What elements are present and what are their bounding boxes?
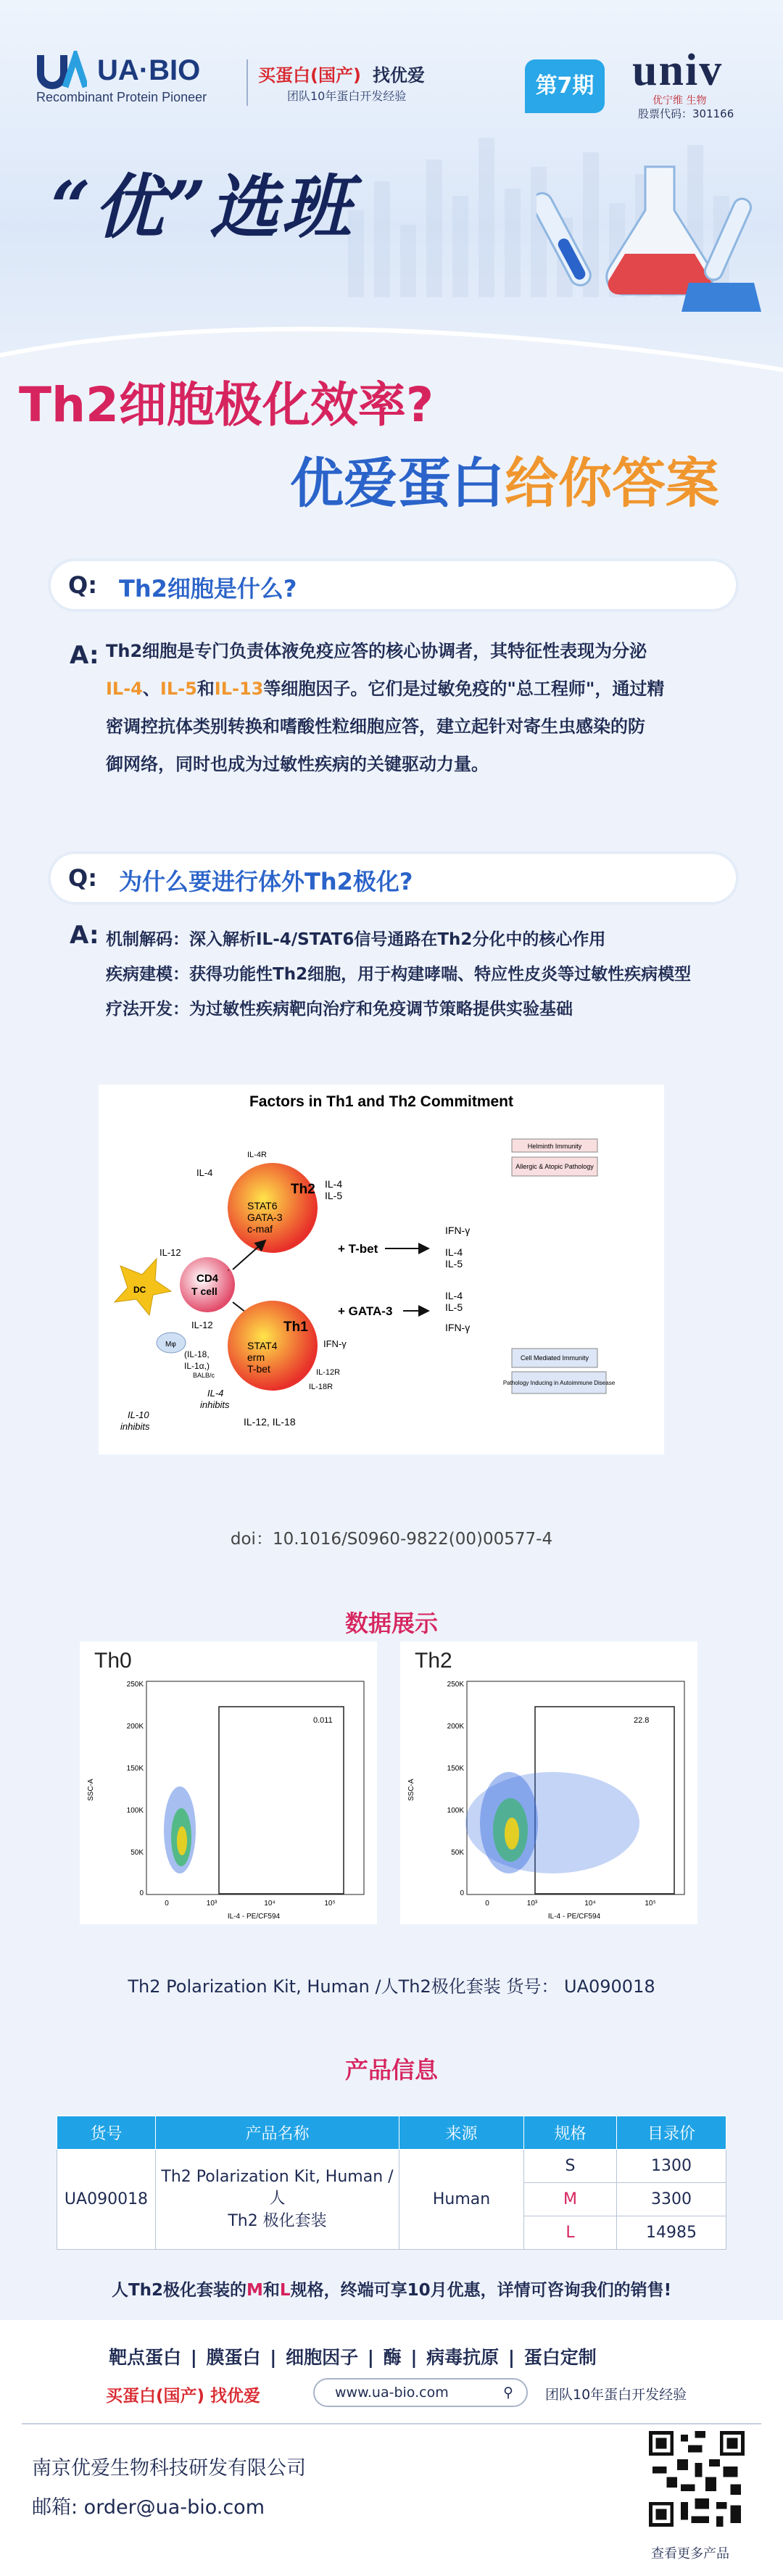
col-name: 产品名称 xyxy=(156,2116,399,2150)
brand-name: UA·BIO xyxy=(97,54,201,86)
promo-note xyxy=(0,2277,783,2300)
question-bar-2 xyxy=(51,854,736,902)
partner-logo: univ xyxy=(632,46,724,95)
plot-label: Th2 xyxy=(415,1649,452,1673)
erm-label: erm xyxy=(247,1351,265,1363)
y-axis-label: SSC-A xyxy=(87,1778,95,1801)
website-link[interactable] xyxy=(313,2378,528,2407)
il5-label: IL-5 xyxy=(445,1258,463,1270)
gate-value: 22.8 xyxy=(634,1716,650,1725)
x-axis-label: IL-4 - PE/CF594 xyxy=(227,1913,281,1921)
il4-label: IL-4 xyxy=(325,1178,343,1190)
question-text: 为什么要进行体外Th2极化? xyxy=(119,868,413,895)
tcell-label: T cell xyxy=(191,1285,218,1297)
brand-tagline: Recombinant Protein Pioneer xyxy=(36,90,207,104)
il10-label: IL-10 xyxy=(128,1409,149,1420)
cell-price: 1300 xyxy=(617,2150,726,2183)
il12-il18-label: IL-12, IL-18 xyxy=(244,1416,296,1428)
ifng-label: IFN-γ xyxy=(445,1322,471,1333)
website-url[interactable]: www.ua-bio.com xyxy=(335,2385,449,2401)
table-row xyxy=(57,2150,726,2183)
answer-line: 密调控抗体类别转换和嗜酸性粒细胞应答，建立起针对寄生虫感染的防 xyxy=(106,716,645,737)
y-tick: 100K xyxy=(126,1807,144,1815)
stat4-label: STAT4 xyxy=(247,1340,278,1351)
ifng-label: IFN-γ xyxy=(323,1338,347,1349)
gate-box xyxy=(219,1707,344,1894)
il12-label: IL-12 xyxy=(160,1247,181,1258)
tbet-label: + T-bet xyxy=(338,1242,378,1256)
header-subslogan: 团队10年蛋白开发经验 xyxy=(287,89,407,103)
balb-label: BALB/c xyxy=(193,1372,215,1379)
flow-plot-th2 xyxy=(400,1641,697,1924)
note-spec-l: L xyxy=(279,2281,291,2300)
col-source: 来源 xyxy=(399,2116,524,2150)
product-section-title: 产品信息 xyxy=(344,2056,438,2084)
answer-text: 等细胞因子。它们是过敏免疫的"总工程师"，通过精 xyxy=(263,679,665,699)
cell-spec: M xyxy=(524,2183,617,2216)
il4-label: IL-4 xyxy=(445,1246,463,1258)
allergic-box: Allergic & Atopic Pathology xyxy=(515,1163,594,1170)
slogan-black: 找优爱 xyxy=(372,65,425,86)
column-title: “优”选班 xyxy=(51,166,355,248)
answer-line: 御网络，同时也成为过敏性疾病的关键驱动力量。 xyxy=(106,754,489,774)
col-sku: 货号 xyxy=(57,2116,156,2150)
il4-label: IL-4 xyxy=(196,1167,213,1178)
main-title-line1: Th2细胞极化效率? xyxy=(19,377,434,433)
x-tick: 10³ xyxy=(526,1900,538,1908)
il5-label: IL-5 xyxy=(325,1190,343,1201)
y-tick: 200K xyxy=(126,1723,144,1731)
list-item: 疗法开发：为过敏性疾病靶向治疗和免疫调节策略提供实验基础 xyxy=(106,1000,573,1019)
col-spec: 规格 xyxy=(524,2116,617,2150)
separator: 、 xyxy=(142,679,160,699)
company-name: 南京优爱生物科技研发有限公司 xyxy=(32,2457,306,2480)
cell-price: 3300 xyxy=(617,2183,726,2216)
plot-svg xyxy=(80,1641,377,1924)
name-line: Th2 Polarization Kit, Human /人 xyxy=(161,2168,394,2208)
footer-team: 团队10年蛋白开发经验 xyxy=(545,2387,687,2403)
y-axis-label: SSC-A xyxy=(407,1778,415,1801)
y-tick: 250K xyxy=(126,1681,144,1689)
il5-label: IL-5 xyxy=(445,1301,463,1313)
il1a-label: IL-1α,) xyxy=(184,1361,210,1371)
il18-label: (IL-18, xyxy=(184,1349,210,1359)
partner-cn-name: 优宁维 生物 xyxy=(652,95,707,107)
cd4-tcell xyxy=(180,1257,235,1312)
diagram-svg xyxy=(99,1085,664,1454)
x-tick: 0 xyxy=(165,1900,169,1908)
diagram-title: Factors in Th1 and Th2 Commitment xyxy=(249,1093,514,1110)
cytokine-il13: IL-13 xyxy=(214,679,264,699)
helminth-box: Helminth Immunity xyxy=(527,1143,582,1150)
cell-sku: UA090018 xyxy=(57,2150,156,2250)
product-categories: 靶点蛋白 | 膜蛋白 | 细胞因子 | 酶 | 病毒抗原 | 蛋白定制 xyxy=(109,2347,597,2368)
il4-inhibit-label: IL-4 xyxy=(207,1388,224,1399)
note-text: 人Th2极化套装的 xyxy=(111,2281,247,2300)
list-item: 疾病建模：获得功能性Th2细胞，用于构建哮喘、特应性皮炎等过敏性疾病模型 xyxy=(106,965,692,984)
q-marker: Q: xyxy=(68,571,97,599)
stat6-label: STAT6 xyxy=(247,1200,278,1212)
cell-mediated-box: Cell Mediated Immunity xyxy=(520,1354,589,1362)
y-tick: 0 xyxy=(139,1889,144,1897)
ua-bio-logo-icon xyxy=(36,51,87,90)
il4r-label: IL-4R xyxy=(247,1151,267,1159)
search-icon: ⚲ xyxy=(503,2385,513,2401)
x-tick: 10⁵ xyxy=(324,1900,336,1908)
cell-name xyxy=(156,2150,399,2250)
data-section-title: 数据展示 xyxy=(344,1610,438,1637)
note-text: 和 xyxy=(262,2281,280,2300)
header-divider xyxy=(246,59,248,106)
footer-divider xyxy=(22,2423,761,2424)
cell-spec: L xyxy=(524,2216,617,2250)
plot-label: Th0 xyxy=(94,1649,132,1673)
il12-label: IL-12 xyxy=(191,1320,213,1330)
lab-flask-icon xyxy=(536,152,768,319)
product-table xyxy=(57,2116,726,2250)
note-text: 规格，终端可享10月优惠，详情可咨询我们的销售! xyxy=(290,2281,672,2300)
title-blue: 优爱蛋白 xyxy=(290,452,505,515)
cytokine-il5: IL-5 xyxy=(160,679,197,699)
y-tick: 100K xyxy=(447,1807,464,1815)
th2-label: Th2 xyxy=(291,1182,315,1197)
x-axis-label: IL-4 - PE/CF594 xyxy=(547,1913,601,1921)
y-tick: 200K xyxy=(447,1723,464,1731)
cd4-label: CD4 xyxy=(196,1272,219,1285)
footer xyxy=(0,2320,783,2576)
y-tick: 250K xyxy=(447,1681,464,1689)
x-tick: 10⁴ xyxy=(584,1900,596,1908)
table-header-row xyxy=(57,2116,726,2150)
stock-code: 股票代码：301166 xyxy=(638,107,734,120)
gate-value: 0.011 xyxy=(313,1716,333,1725)
cytokine-il4: IL-4 xyxy=(106,679,143,699)
brand-logo xyxy=(36,51,200,90)
question-bar-1 xyxy=(51,561,736,609)
figure-doi: doi：10.1016/S0960-9822(00)00577-4 xyxy=(230,1530,553,1549)
footer-slogan: 买蛋白(国产) 找优爱 xyxy=(106,2387,261,2406)
note-spec-m: M xyxy=(246,2281,263,2300)
ifng-label: IFN-γ xyxy=(445,1225,471,1236)
il12r-label: IL-12R xyxy=(316,1368,341,1377)
x-tick: 0 xyxy=(485,1900,489,1908)
x-tick: 10³ xyxy=(206,1900,218,1908)
q-marker: Q: xyxy=(68,864,97,892)
cell-source: Human xyxy=(399,2150,524,2250)
cmaf-label: c-maf xyxy=(247,1223,273,1235)
email-contact[interactable]: 邮箱: order@ua-bio.com xyxy=(32,2496,265,2519)
list-item: 机制解码：深入解析IL-4/STAT6信号通路在Th2分化中的核心作用 xyxy=(106,930,606,949)
plot-svg xyxy=(400,1641,697,1924)
gata-label: + GATA-3 xyxy=(338,1304,393,1318)
cell-spec: S xyxy=(524,2150,617,2183)
y-tick: 50K xyxy=(130,1849,144,1857)
il4-label: IL-4 xyxy=(445,1290,463,1301)
a-marker: A: xyxy=(70,921,99,950)
flow-plot-th0 xyxy=(80,1641,377,1924)
x-tick: 10⁵ xyxy=(645,1900,656,1908)
inhibits-label: inhibits xyxy=(200,1399,230,1410)
qr-code-icon[interactable] xyxy=(645,2427,748,2530)
slogan-red: 买蛋白(国产) xyxy=(258,65,361,86)
th1-th2-diagram xyxy=(99,1085,664,1454)
answer-line: Th2细胞是专门负责体液免疫应答的核心协调者，其特征性表现为分泌 xyxy=(106,641,647,661)
tbet2-label: T-bet xyxy=(247,1363,270,1375)
answer-line xyxy=(106,670,744,708)
issue-badge: 第7期 xyxy=(525,59,605,113)
il18r-label: IL-18R xyxy=(309,1383,334,1391)
title-orange: 给你答案 xyxy=(505,452,719,515)
y-tick: 150K xyxy=(126,1765,144,1773)
a-marker: A: xyxy=(70,641,99,670)
main-title-line2 xyxy=(290,441,719,518)
dc-label: DC xyxy=(133,1285,146,1295)
question-text: Th2细胞是什么? xyxy=(119,575,297,602)
header-slogan xyxy=(258,61,425,86)
y-tick: 0 xyxy=(460,1889,464,1897)
x-tick: 10⁴ xyxy=(264,1900,276,1908)
answer-paragraph xyxy=(106,632,744,783)
cell-price: 14985 xyxy=(617,2216,726,2250)
kit-caption: Th2 Polarization Kit, Human /人Th2极化套装 货号： UA090018 xyxy=(128,1976,655,1997)
conjunction: 和 xyxy=(196,679,215,699)
inhibits-label: inhibits xyxy=(120,1421,150,1432)
autoimmune-box: Pathology Inducing in Autoimmune Disease xyxy=(502,1380,616,1386)
gata3-label: GATA-3 xyxy=(247,1212,283,1223)
qr-caption: 查看更多产品 xyxy=(651,2546,729,2561)
mphi-label: Mφ xyxy=(165,1341,176,1349)
y-tick: 50K xyxy=(451,1849,464,1857)
reason-list xyxy=(106,922,758,1027)
y-tick: 150K xyxy=(447,1765,464,1773)
col-price: 目录价 xyxy=(617,2116,726,2150)
name-line: Th2 极化套装 xyxy=(228,2212,327,2230)
th1-label: Th1 xyxy=(283,1320,308,1335)
